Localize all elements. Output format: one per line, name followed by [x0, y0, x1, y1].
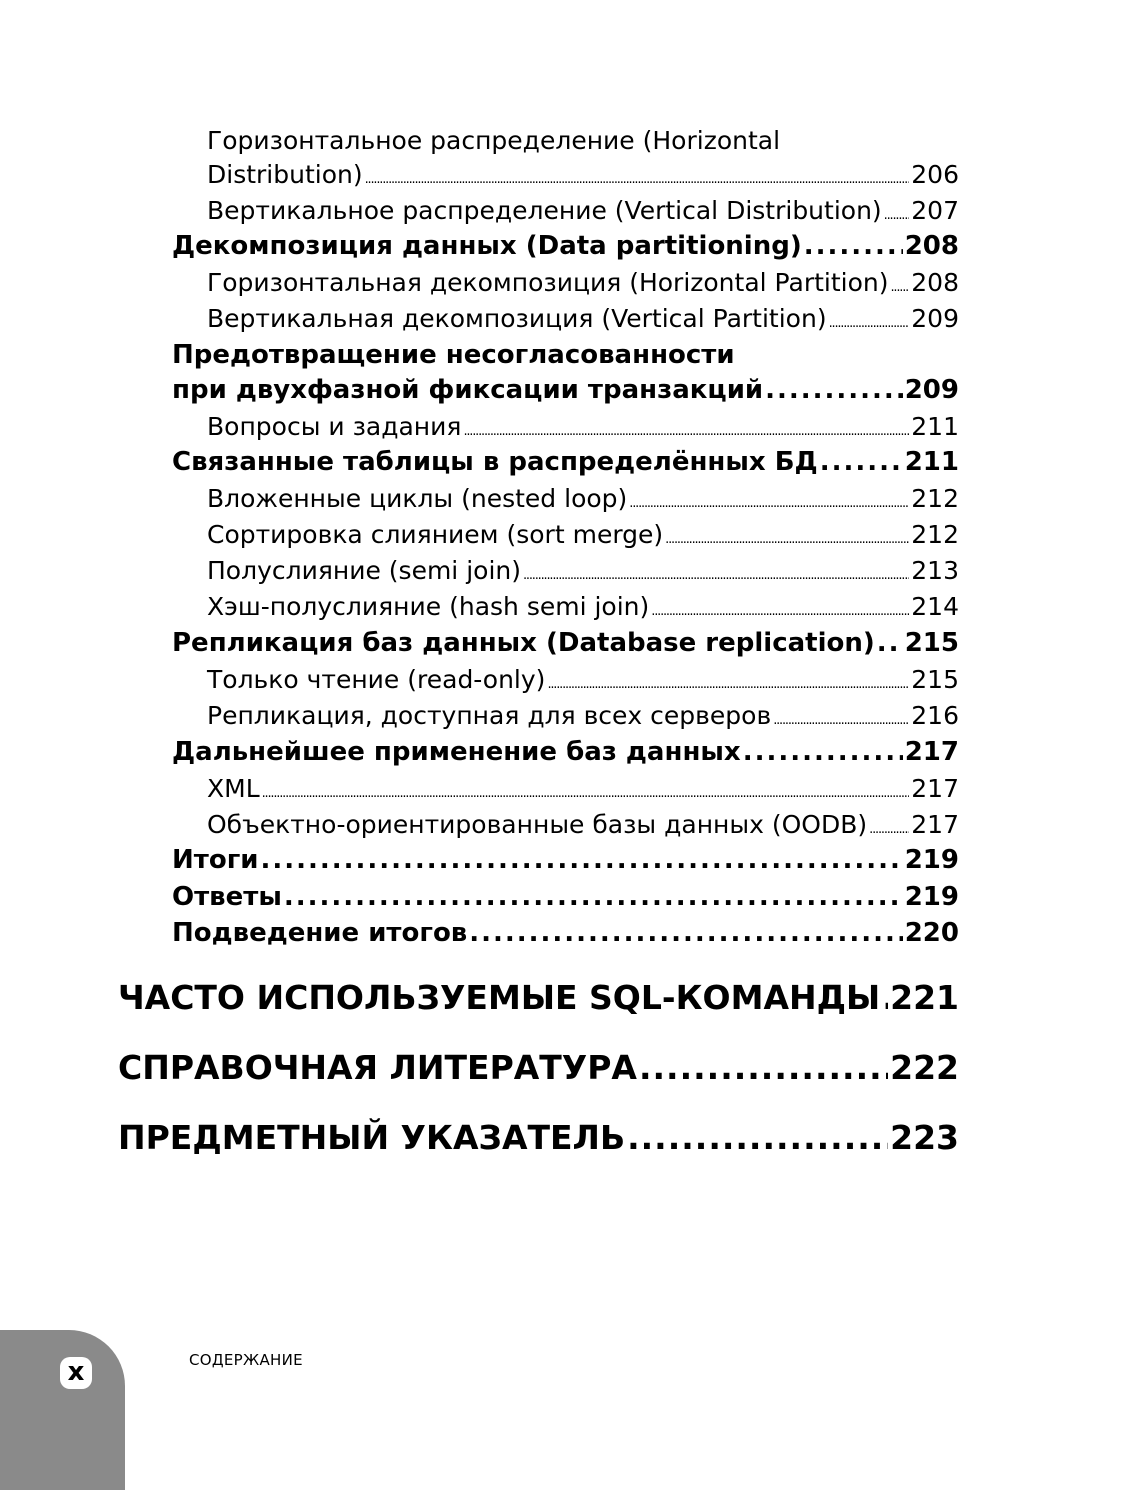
leader-dots — [365, 172, 910, 187]
toc-entry-page: 212 — [911, 484, 959, 513]
toc-entry-page: 219 — [904, 882, 959, 912]
toc-entry-title: Хэш-полуслияние (hash semi join) — [207, 592, 650, 621]
toc-entry-title: Полуслияние (semi join) — [207, 556, 521, 585]
toc-entry[interactable] — [207, 810, 959, 846]
page-number-tab — [0, 1330, 125, 1490]
toc-entry-title-line1: Горизонтальное распределение (Horizontal — [207, 126, 781, 155]
toc-entry-title: Вложенные циклы (nested loop) — [207, 484, 628, 513]
toc-entry-page: 219 — [904, 845, 959, 875]
toc-entry[interactable] — [207, 196, 959, 232]
leader-dots — [804, 231, 903, 261]
toc-entry[interactable] — [207, 160, 959, 196]
toc-entry-title: Горизонтальная декомпозиция (Horizontal Partition) — [207, 268, 889, 297]
toc-entry-title: Подведение итогов — [172, 918, 468, 948]
leader-dots — [869, 822, 909, 837]
toc-entry[interactable] — [207, 556, 959, 592]
leader-dots — [884, 208, 910, 223]
toc-entry-page: 216 — [911, 701, 959, 730]
leader-dots — [639, 1048, 888, 1087]
toc-entry-page: 212 — [911, 520, 959, 549]
toc-entry[interactable] — [207, 484, 959, 520]
toc-entry[interactable] — [172, 737, 959, 773]
toc-entry-title: Репликация, доступная для всех серверов — [207, 701, 772, 730]
toc-chapter[interactable] — [118, 1118, 959, 1164]
leader-dots — [890, 280, 909, 295]
toc-entry[interactable] — [207, 304, 959, 340]
toc-entry-title: Итоги — [172, 845, 259, 875]
toc-chapter[interactable] — [118, 978, 959, 1024]
toc-entry[interactable] — [207, 592, 959, 628]
leader-dots — [627, 1118, 888, 1157]
leader-dots — [463, 424, 909, 439]
leader-dots — [547, 677, 909, 692]
leader-dots — [829, 316, 910, 331]
toc-entry-page: 217 — [911, 810, 959, 839]
toc-entry[interactable] — [172, 375, 959, 411]
toc-entry[interactable] — [207, 665, 959, 701]
toc-entry-title: Объектно-ориентированные базы данных (OODB) — [207, 810, 868, 839]
toc-entry[interactable] — [207, 268, 959, 304]
toc-entry-page: 211 — [911, 412, 959, 441]
toc-entry-title: Декомпозиция данных (Data partitioning) — [172, 231, 802, 261]
toc-chapter-title: СПРАВОЧНАЯ ЛИТЕРАТУРА — [118, 1048, 637, 1087]
toc-chapter-title: ЧАСТО ИСПОЛЬЗУЕМЫЕ SQL-КОМАНДЫ — [118, 978, 881, 1017]
toc-entry[interactable] — [172, 447, 959, 483]
leader-dots — [629, 496, 909, 511]
toc-entry-title: Вертикальное распределение (Vertical Distribution) — [207, 196, 882, 225]
toc-entry-page: 213 — [911, 556, 959, 585]
page-number-marker: x — [60, 1357, 92, 1389]
leader-dots — [765, 375, 903, 405]
toc-entry[interactable] — [207, 774, 959, 810]
running-head: СОДЕРЖАНИЕ — [189, 1351, 303, 1369]
toc-entry[interactable] — [207, 520, 959, 556]
toc-entry-title: Только чтение (read-only) — [207, 665, 546, 694]
toc-entry[interactable] — [207, 701, 959, 737]
leader-dots — [651, 604, 909, 619]
toc-entry-title: Вертикальная декомпозиция (Vertical Partition) — [207, 304, 827, 333]
toc-entry-title: Связанные таблицы в распределённых БД — [172, 447, 818, 477]
leader-dots — [262, 786, 910, 801]
toc-entry-page: 209 — [904, 375, 959, 405]
toc-chapter[interactable] — [118, 1048, 959, 1094]
toc-entry-page: 215 — [904, 628, 959, 658]
leader-dots — [284, 882, 903, 912]
toc-chapter-title: ПРЕДМЕТНЫЙ УКАЗАТЕЛЬ — [118, 1118, 626, 1157]
toc-entry-page: 217 — [904, 737, 959, 767]
toc-entry[interactable] — [172, 882, 959, 918]
toc-entry[interactable] — [172, 845, 959, 881]
leader-dots — [469, 918, 902, 948]
toc-entry-page: 220 — [904, 918, 959, 948]
leader-dots — [261, 845, 903, 875]
toc-entry[interactable] — [172, 231, 959, 267]
leader-dots — [877, 628, 903, 658]
leader-dots — [820, 447, 903, 477]
toc-entry[interactable] — [172, 628, 959, 664]
leader-dots — [523, 568, 909, 583]
toc-entry-title: Репликация баз данных (Database replication) — [172, 628, 875, 658]
toc-entry-title: Дальнейшее применение баз данных — [172, 737, 741, 767]
toc-entry-page: 217 — [911, 774, 959, 803]
toc-entry-page: 206 — [911, 160, 959, 189]
toc-entry-title: при двухфазной фиксации транзакций — [172, 375, 764, 405]
toc-entry[interactable] — [207, 412, 959, 448]
toc-entry-title: Distribution) — [207, 160, 363, 189]
toc-entry-page: 209 — [911, 304, 959, 333]
toc-entry-title: XML — [207, 774, 260, 803]
toc-entry-title-line1: Предотвращение несогласованности — [172, 340, 735, 370]
toc-entry-title: Вопросы и задания — [207, 412, 462, 441]
leader-dots — [773, 713, 909, 728]
toc-entry-page: 208 — [904, 231, 959, 261]
leader-dots — [665, 532, 909, 547]
toc-chapter-page: 221 — [890, 978, 959, 1017]
toc-entry-title: Ответы — [172, 882, 282, 912]
toc-entry-page: 215 — [911, 665, 959, 694]
toc-entry-title: Сортировка слиянием (sort merge) — [207, 520, 664, 549]
toc-entry-page: 208 — [911, 268, 959, 297]
toc-entry-page: 214 — [911, 592, 959, 621]
toc-entry-page: 211 — [904, 447, 959, 477]
toc-chapter-page: 223 — [890, 1118, 959, 1157]
leader-dots — [882, 978, 888, 1017]
toc-entry-page: 207 — [911, 196, 959, 225]
toc-chapter-page: 222 — [890, 1048, 959, 1087]
toc-entry[interactable] — [172, 918, 959, 954]
leader-dots — [743, 737, 903, 767]
